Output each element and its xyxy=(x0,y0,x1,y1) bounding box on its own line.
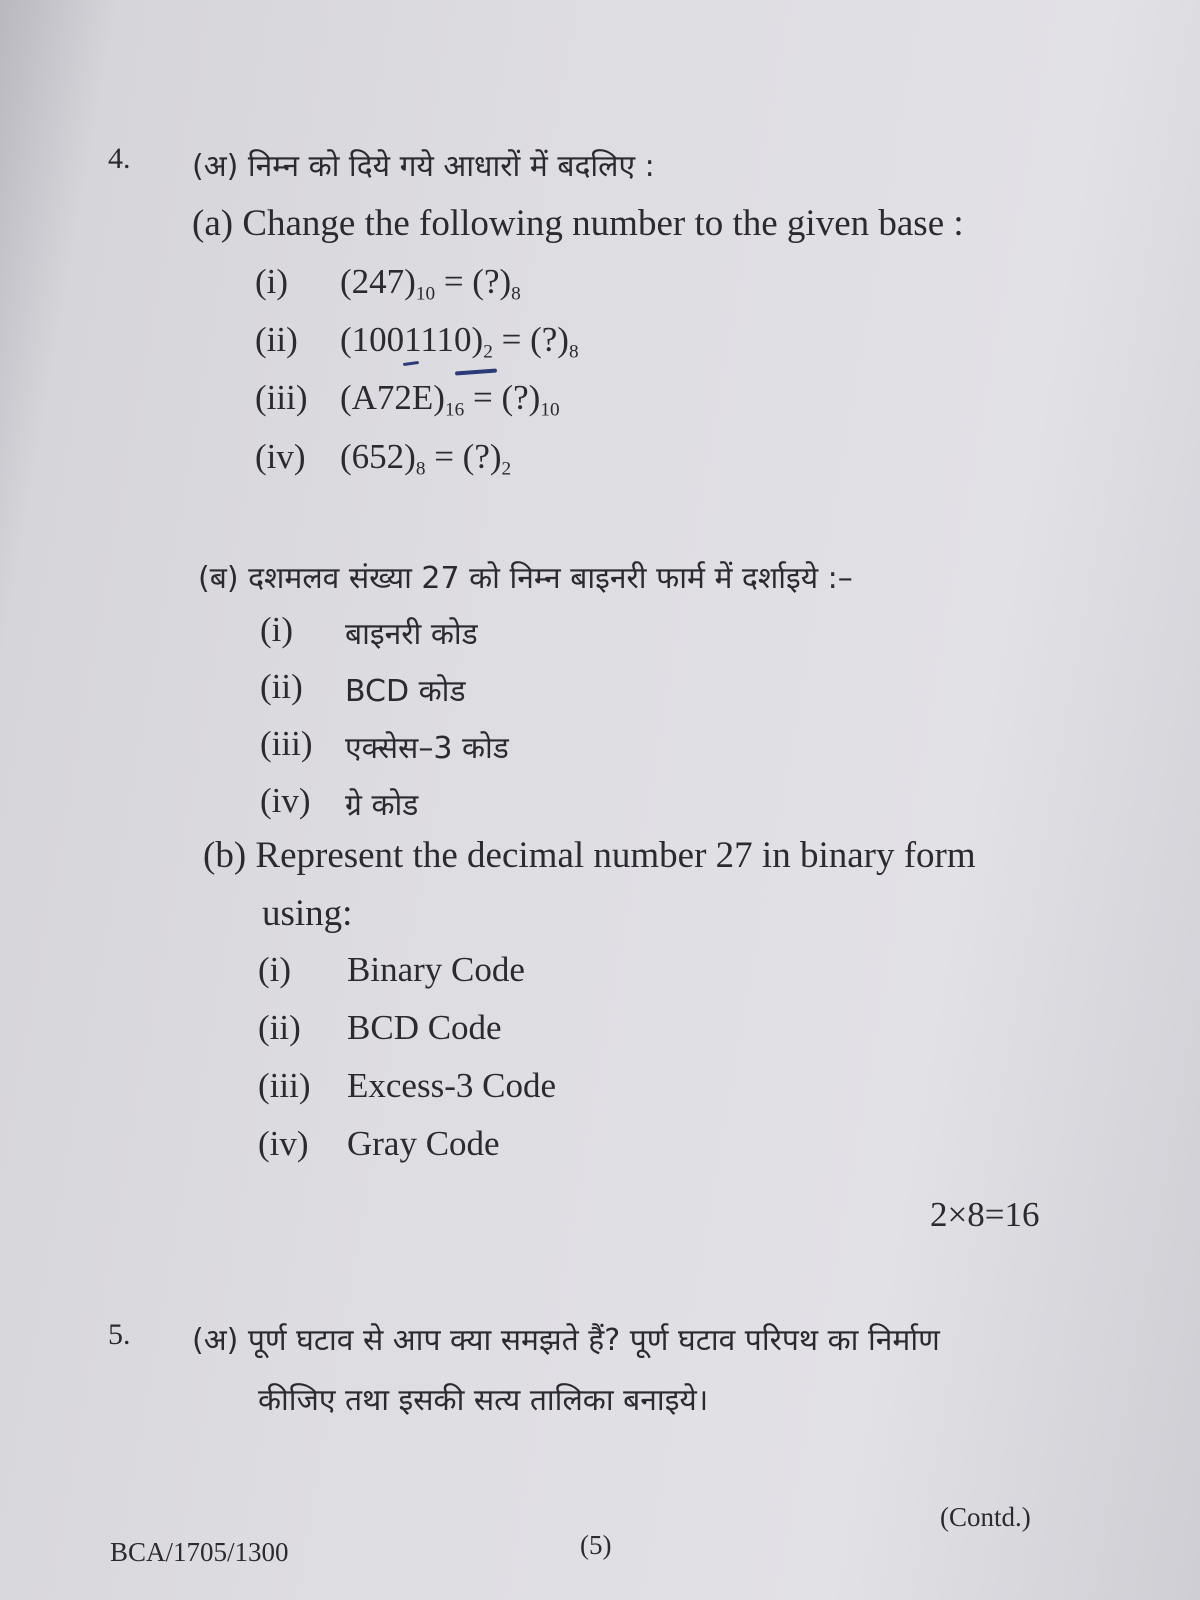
hindi-item-iv-text: ग्रे कोड xyxy=(345,788,419,823)
hindi-item-iii-text: एक्सेस–3 कोड xyxy=(345,731,509,766)
pen-tick-mark xyxy=(403,361,419,366)
question-4b-english-line2: using: xyxy=(262,893,353,934)
question-4-marks: 2×8=16 xyxy=(930,1195,1040,1234)
conversion-ii-label: (ii) xyxy=(255,320,298,359)
question-4b-english-line1: (b) Represent the decimal number 27 in binary form xyxy=(203,835,976,876)
english-item-i-text: Binary Code xyxy=(347,950,525,989)
conversion-iii-expression: $(A72E)_{16}$ = $(?)_{10}$ xyxy=(340,378,560,421)
english-item-iii-text: Excess-3 Code xyxy=(347,1066,556,1105)
english-item-iv-text: Gray Code xyxy=(347,1124,500,1163)
conversion-iii-label: (iii) xyxy=(255,378,308,417)
conversion-ii-expression: $(1001110)_2$ = $(?)_8$ xyxy=(340,320,579,363)
contd-note: (Contd.) xyxy=(940,1502,1031,1532)
conversion-i-label: (i) xyxy=(255,262,289,301)
hindi-item-iii-label: (iii) xyxy=(260,724,313,763)
pen-underline-mark xyxy=(455,369,497,376)
hindi-item-i-text: बाइनरी कोड xyxy=(345,617,478,652)
question-4b-hindi: (ब) दशमलव संख्या 27 को निम्न बाइनरी फार्म में दर्शाइये :– xyxy=(198,561,853,596)
question-5a-hindi-line2: कीजिए तथा इसकी सत्य तालिका बनाइये। xyxy=(258,1383,709,1418)
hindi-item-ii-text: BCD कोड xyxy=(345,674,466,709)
paper-code: BCA/1705/1300 xyxy=(110,1537,289,1567)
question-5-number: 5. xyxy=(108,1318,131,1351)
english-item-i-label: (i) xyxy=(258,950,292,989)
question-5a-hindi-line1: (अ) पूर्ण घटाव से आप क्या समझते हैं? पूर्ण घटाव परिपथ का निर्माण xyxy=(192,1323,940,1358)
conversion-iv-label: (iv) xyxy=(255,437,306,476)
hindi-item-ii-label: (ii) xyxy=(260,667,303,706)
question-4-number: 4. xyxy=(108,142,131,175)
conversion-iv-expression: $(652)_8$ = $(?)_2$ xyxy=(340,437,512,480)
conversion-i-expression: $(247)_{10}$ = $(?)_8$ xyxy=(340,262,521,305)
page-number: (5) xyxy=(580,1530,612,1560)
english-item-iv-label: (iv) xyxy=(258,1124,309,1163)
english-item-iii-label: (iii) xyxy=(258,1066,311,1105)
question-4a-english: (a) Change the following number to the given base : xyxy=(192,203,964,244)
english-item-ii-label: (ii) xyxy=(258,1008,301,1047)
english-item-ii-text: BCD Code xyxy=(347,1008,502,1047)
hindi-item-i-label: (i) xyxy=(260,610,294,649)
question-4a-hindi: (अ) निम्न को दिये गये आधारों में बदलिए : xyxy=(192,149,655,184)
hindi-item-iv-label: (iv) xyxy=(260,781,311,820)
